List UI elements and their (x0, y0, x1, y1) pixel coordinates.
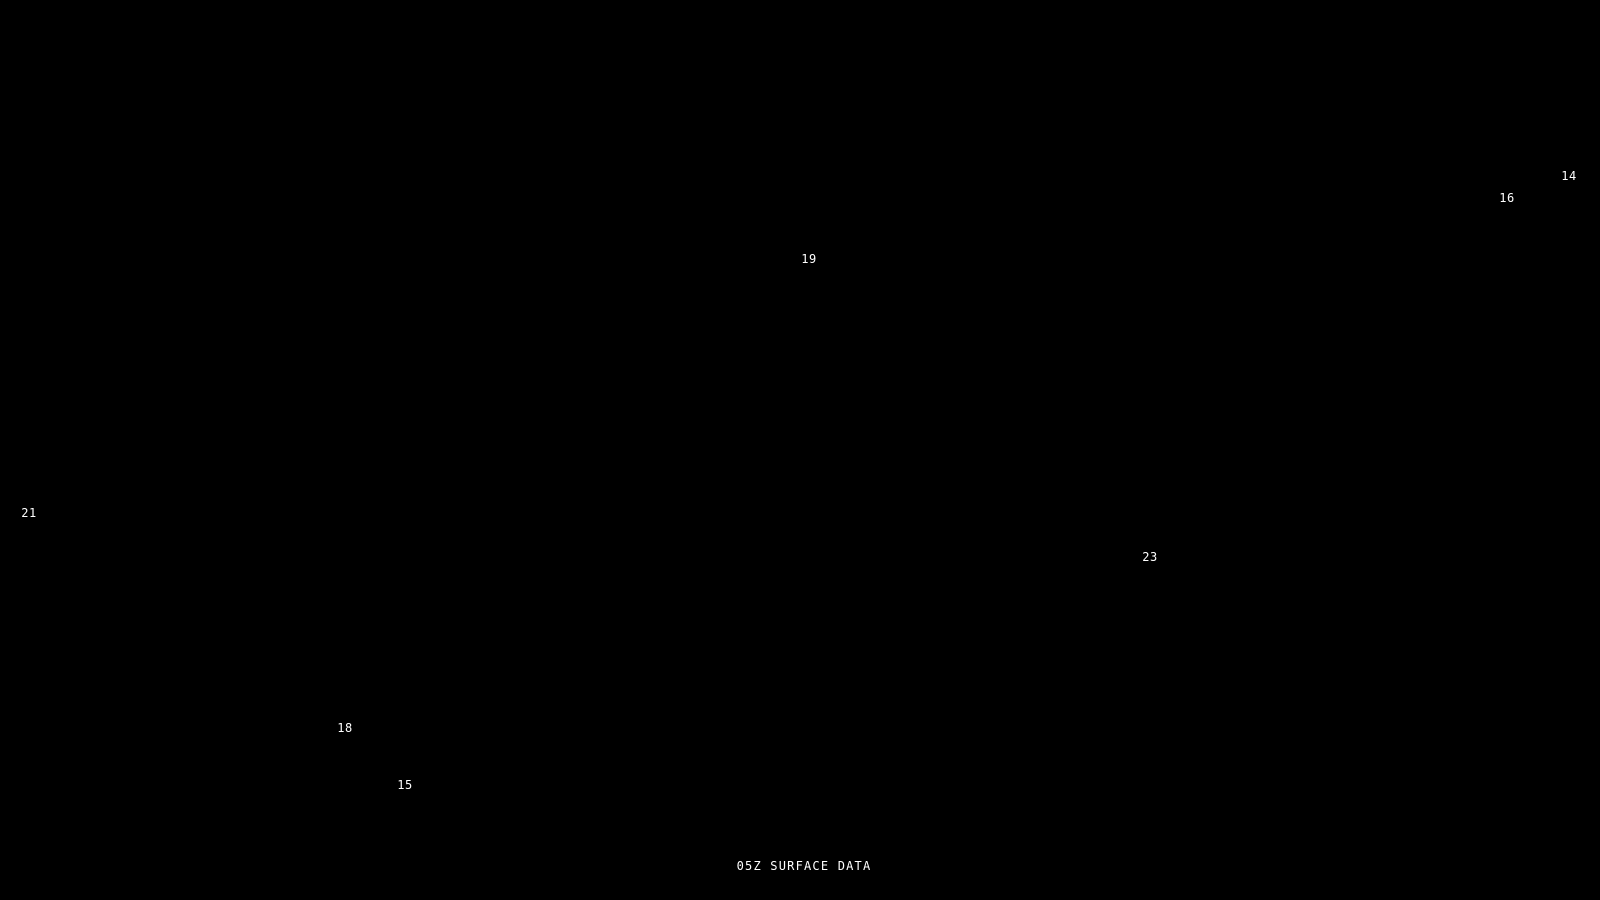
map-caption: 05Z SURFACE DATA (736, 859, 872, 873)
station-observation: 15 (397, 778, 413, 792)
station-observation: 19 (801, 252, 817, 266)
station-observation: 18 (337, 721, 353, 735)
station-observation: 23 (1142, 550, 1158, 564)
station-observation: 16 (1499, 191, 1515, 205)
station-observation: 21 (21, 506, 37, 520)
station-observation: 14 (1561, 169, 1577, 183)
